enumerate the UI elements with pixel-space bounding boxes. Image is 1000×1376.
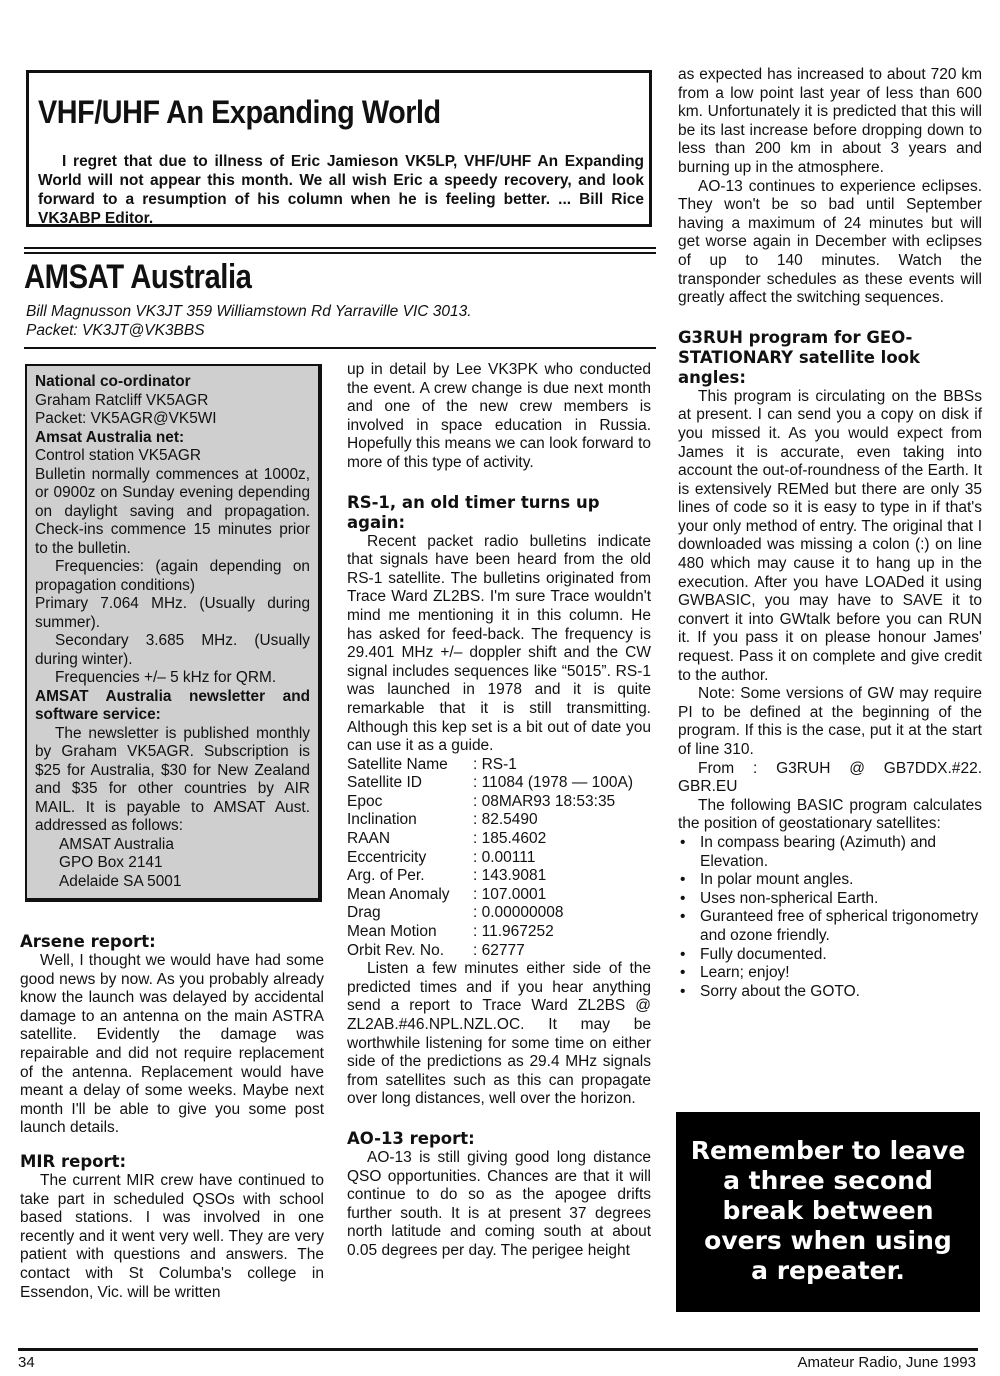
coordinator-name: Graham Ratcliff VK5AGR <box>35 391 209 409</box>
column-1 <box>20 932 324 1302</box>
column-3 <box>678 66 982 1001</box>
list-item-text: Sorry about the GOTO. <box>700 982 860 1000</box>
newsletter-body: The newsletter is published monthly by Graham VK5AGR. Subscription is $25 for Australia, $30 for New Zealand and $35 for other countries by AIR MAIL. It is payable to AMSAT Aust. addressed as follows: <box>35 724 310 834</box>
g3ruh-note: Note: Some versions of GW may require PI to be defined at the beginning of the program. If this is the case, put it at the start of line 310. <box>678 685 982 758</box>
byline-rule <box>24 347 656 349</box>
mir-body: The current MIR crew have continued to take part in scheduled QSOs with school based stations. I was involved in one recently and it went very well. They are very patient with questions and answers. The contact with St Columba's college in Essendon, Vic. will be written <box>20 1171 324 1301</box>
orbit-key: Epoc <box>347 792 383 810</box>
list-item-text: Guranteed free of spherical trigonometry and ozone friendly. <box>700 908 979 944</box>
list-item <box>678 834 982 871</box>
orbit-row <box>347 904 651 923</box>
ao13-body-continued: as expected has increased to about 720 km from a low point last year of less than 600 km. Unfortunately it is predicted that this will be its last increase before dropping down to less than 200 km in about 3 years and burning up in the atmosphere. <box>678 66 982 176</box>
list-item <box>678 964 982 983</box>
ao13-eclipses: AO-13 continues to experience eclipses. They won't be so bad until September having a maximum of 24 minutes but will get worse again in December with eclipses of up to 140 minutes. Watch the transponder schedules as these events will greatly affect the switching sequences. <box>678 177 982 307</box>
orbit-row <box>347 867 651 886</box>
orbit-key: Orbit Rev. No. <box>347 941 445 959</box>
newsletter-heading: AMSAT Australia newsletter and software service: <box>35 687 310 723</box>
ao13-body: AO-13 is still giving good long distance QSO opportunities. Chances are that it will continue to do so as the apogee drifts further south. It is at present 37 degrees north latitude and coming south at about 0.05 degrees per day. The perigee height <box>347 1148 651 1259</box>
orbit-key: Satellite ID <box>347 774 422 792</box>
arsene-heading: Arsene report: <box>20 932 156 951</box>
page-number: 34 <box>18 1354 35 1371</box>
orbit-row <box>347 793 651 812</box>
orbit-value: : 62777 <box>473 941 525 959</box>
orbit-table <box>347 756 651 961</box>
orbit-value: : 11.967252 <box>473 923 554 941</box>
list-item <box>678 983 982 1002</box>
amsat-byline <box>26 302 646 340</box>
orbit-key: Inclination <box>347 811 417 829</box>
rs1-heading: RS-1, an old timer turns up again: <box>347 492 600 532</box>
ao13-heading: AO-13 report: <box>347 1128 475 1148</box>
byline-address: Bill Magnusson VK3JT 359 Williamstown Rd Yarraville VIC 3013. <box>26 303 472 320</box>
orbit-key: Mean Anomaly <box>347 885 450 903</box>
arsene-body: Well, I thought we would have had some good news by now. As you probably already know the launch was delayed by accidental damage to an antenna on the main ASTRA satellite. Evidently the damage was repairable and did not require replacement of the antenna. Replacement would have meant a delay of some weeks. Maybe next month I'll be able to give you some post launch details. <box>20 952 324 1137</box>
list-item-text: Fully documented. <box>700 945 827 963</box>
orbit-row <box>347 886 651 905</box>
orbit-value: : 0.00000008 <box>473 904 564 922</box>
orbit-value: : 08MAR93 18:53:35 <box>473 792 616 810</box>
list-item-text: Uses non-spherical Earth. <box>700 889 879 907</box>
bullet-icon: • <box>680 889 686 907</box>
list-item-text: Learn; enjoy! <box>700 964 790 982</box>
reminder-line: Remember to leave <box>690 1136 966 1165</box>
bullet-icon: • <box>680 964 686 982</box>
orbit-key: Eccentricity <box>347 848 427 866</box>
bullet-icon: • <box>680 833 686 851</box>
net-primary: Primary 7.064 MHz. (Usually during summer). <box>35 595 310 631</box>
orbit-row <box>347 811 651 830</box>
net-bulletin: Bulletin normally commences at 1000z, or 0900z on Sunday evening depending on daylight saving and propagation. Check-ins commence 15 minutes prior to the bulletin. <box>35 465 310 557</box>
list-item <box>678 871 982 890</box>
reminder-line: break between <box>722 1196 934 1225</box>
reminder-line: a repeater. <box>751 1256 905 1285</box>
orbit-row <box>347 942 651 961</box>
orbit-value: : RS-1 <box>473 755 517 773</box>
list-item <box>678 890 982 909</box>
orbit-row <box>347 756 651 775</box>
orbit-value: : 143.9081 <box>473 867 547 885</box>
feature-list <box>678 834 982 1001</box>
reminder-line: overs when using <box>704 1226 952 1255</box>
rs1-closing: Listen a few minutes either side of the predicted times and if you hear anything send a report to Trace Ward ZL2BS @ ZL2AB.#46.NPL.NZL.OC. It may be worthwhile listening for some time on either side of the predictions as 29.4 MHz signals from satellites such as this can propagate over long distances, well over the horizon. <box>347 960 651 1108</box>
orbit-row <box>347 849 651 868</box>
repeater-reminder-box <box>676 1112 980 1312</box>
list-item-text: In polar mount angles. <box>700 871 854 889</box>
section-divider <box>24 247 656 254</box>
notice-body: I regret that due to illness of Eric Jamieson VK5LP, VHF/UHF An Expanding World will not appear this month. We all wish Eric a speedy recovery, and look forward to a resumption of his column when he is feeling better. ... Bill Rice VK3ABP Editor. <box>38 153 644 227</box>
orbit-key: Drag <box>347 904 381 922</box>
net-heading: Amsat Australia net: <box>35 428 185 446</box>
orbit-key: RAAN <box>347 830 391 848</box>
amsat-title: AMSAT Australia <box>24 258 252 296</box>
address-line: AMSAT Australia <box>59 835 174 853</box>
list-item-text: In compass bearing (Azimuth) and Elevation. <box>700 833 937 870</box>
orbit-row <box>347 923 651 942</box>
g3ruh-from: From : G3RUH @ GB7DDX.#22. GBR.EU <box>678 759 982 796</box>
orbit-value: : 0.00111 <box>473 848 536 866</box>
list-item <box>678 946 982 965</box>
net-control: Control station VK5AGR <box>35 447 201 464</box>
bullet-icon: • <box>680 871 686 889</box>
net-qrm: Frequencies +/– 5 kHz for QRM. <box>55 669 277 686</box>
orbit-key: Mean Motion <box>347 923 437 941</box>
journal-info: Amateur Radio, June 1993 <box>797 1354 976 1371</box>
list-item <box>678 908 982 945</box>
byline-packet: Packet: VK3JT@VK3BBS <box>26 322 205 339</box>
orbit-value: : 185.4602 <box>473 830 547 848</box>
mir-heading: MIR report: <box>20 1151 127 1171</box>
g3ruh-body: This program is circulating on the BBSs at present. I can send you a copy on disk if you missed it. As you would expect from James it is accurate, even taking into account the out-of-roundness of the Earth. It is extensively REMed but there are only 35 lines of code so it is easy to type in if that's your only method of entry. The original that I downloaded was missing a colon (:) on line 480 which may cause it to hang up in the execution. After you have LOADed it using GWBASIC, you may have to SAVE it to convert it into GWtalk before you can RUN it. If you pass it on please honour James' request. Pass it on complete and give credit to the author. <box>678 387 982 684</box>
orbit-key: Arg. of Per. <box>347 867 425 885</box>
net-secondary: Secondary 3.685 MHz. (Usually during winter). <box>35 632 310 668</box>
mir-body-continued: up in detail by Lee VK3PK who conducted the event. A crew change is due next month and one of the new crew members is involved in space education in Russia. Hopefully this means we can look forward to more of this type of activity. <box>347 361 651 471</box>
coordinator-heading: National co-ordinator <box>35 373 191 390</box>
notice-title: VHF/UHF An Expanding World <box>38 94 441 130</box>
rs1-body: Recent packet radio bulletins indicate that signals have been heard from the old RS-1 satellite. The bulletins originated from Trace Ward ZL2BS. I'm sure Trace wouldn't mind me mentioning it in this column. He has asked for feed-back. The frequency is 29.401 MHz +/– doppler shift and the CW signal includes sequences like “5015”. RS-1 was launched in 1978 and it is quite remarkable that it is still transmitting. Although this kep set is a bit out of date you can use it as a guide. <box>347 532 651 755</box>
coordinator-info-box <box>25 364 322 902</box>
bullet-icon: • <box>680 945 686 963</box>
orbit-key: Satellite Name <box>347 755 448 773</box>
g3ruh-heading: G3RUH program for GEO-STATIONARY satellite look angles: <box>678 327 920 387</box>
orbit-row <box>347 774 651 793</box>
coordinator-packet: Packet: VK5AGR@VK5WI <box>35 410 217 427</box>
column-2 <box>347 361 651 1261</box>
orbit-value: : 11084 (1978 — 100A) <box>473 774 633 792</box>
address-line: Adelaide SA 5001 <box>59 872 182 890</box>
reminder-line: a three second <box>723 1166 933 1195</box>
bullet-icon: • <box>680 982 686 1000</box>
g3ruh-intro: The following BASIC program calculates the position of geostationary satellites: <box>678 796 982 833</box>
orbit-value: : 107.0001 <box>473 885 547 903</box>
net-frequencies: Frequencies: (again depending on propagation conditions) <box>35 558 310 594</box>
orbit-row <box>347 830 651 849</box>
orbit-value: : 82.5490 <box>473 811 538 829</box>
bullet-icon: • <box>680 908 686 926</box>
footer-rule <box>18 1348 978 1351</box>
address-line: GPO Box 2141 <box>59 854 163 871</box>
